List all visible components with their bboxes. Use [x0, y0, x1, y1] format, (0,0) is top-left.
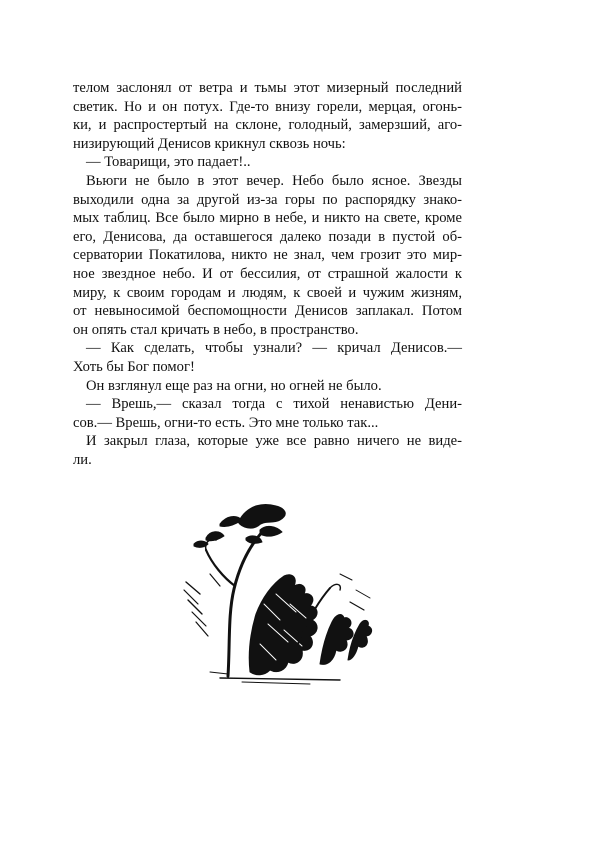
paragraph-2 [73, 153, 462, 172]
text-line: мых таблиц. Все было мирно в небе, и никто на свете, кроме [73, 210, 462, 227]
windswept-trees-illustration [180, 494, 380, 688]
page-text [73, 79, 462, 469]
text-line: он опять стал кричать в небо, в пространство. [73, 321, 359, 338]
text-line: ли. [73, 451, 92, 468]
text-line: — Врешь,— сказал тогда с тихой ненавистью Дени- [86, 396, 462, 413]
text-line: Вьюги не было в этот вечер. Небо было ясное. Звезды [86, 172, 462, 189]
text-line: И закрыл глаза, которые уже все равно ничего не виде- [86, 433, 462, 450]
text-line: серватории Покатилова, никто не знал, чем грозит это мир- [73, 247, 462, 264]
text-line: Хоть бы Бог помог! [73, 358, 195, 375]
paragraph-3 [73, 172, 462, 339]
windswept-trees-icon [180, 494, 380, 688]
text-line: ки, и распростертый на склоне, голодный, замерзший, аго- [73, 117, 462, 134]
text-line: — Как сделать, чтобы узнали? — кричал Денисов.— [86, 340, 462, 357]
paragraph-1 [73, 79, 462, 153]
text-line: телом заслонял от ветра и тьмы этот мизерный последний [73, 80, 462, 96]
paragraph-4 [73, 339, 462, 376]
text-line: выходили одна за другой из-за горы по распорядку знако- [73, 191, 462, 208]
text-line: Он взглянул еще раз на огни, но огней не было. [86, 377, 382, 394]
text-line: сов.— Врешь, огни-то есть. Это мне только так... [73, 414, 379, 431]
text-line: его, Денисова, да оставшегося далеко позади в пустой об- [73, 228, 462, 245]
text-line: ное звездное небо. И от бессилия, от страшной жалости к [73, 265, 462, 282]
text-line: — Товарищи, это падает!.. [86, 154, 251, 171]
paragraph-5 [73, 377, 462, 396]
text-line: низирующий Денисов крикнул сквозь ночь: [73, 135, 346, 152]
paragraph-6 [73, 395, 462, 432]
paragraph-7 [73, 432, 462, 469]
text-line: миру, к своим городам и людям, к своей и чужим жизням, [73, 284, 462, 301]
text-line: светик. Но и он потух. Где-то внизу горели, мерцая, огонь- [73, 98, 462, 115]
text-line: от невыносимой беспомощности Денисов заплакал. Потом [73, 303, 462, 320]
